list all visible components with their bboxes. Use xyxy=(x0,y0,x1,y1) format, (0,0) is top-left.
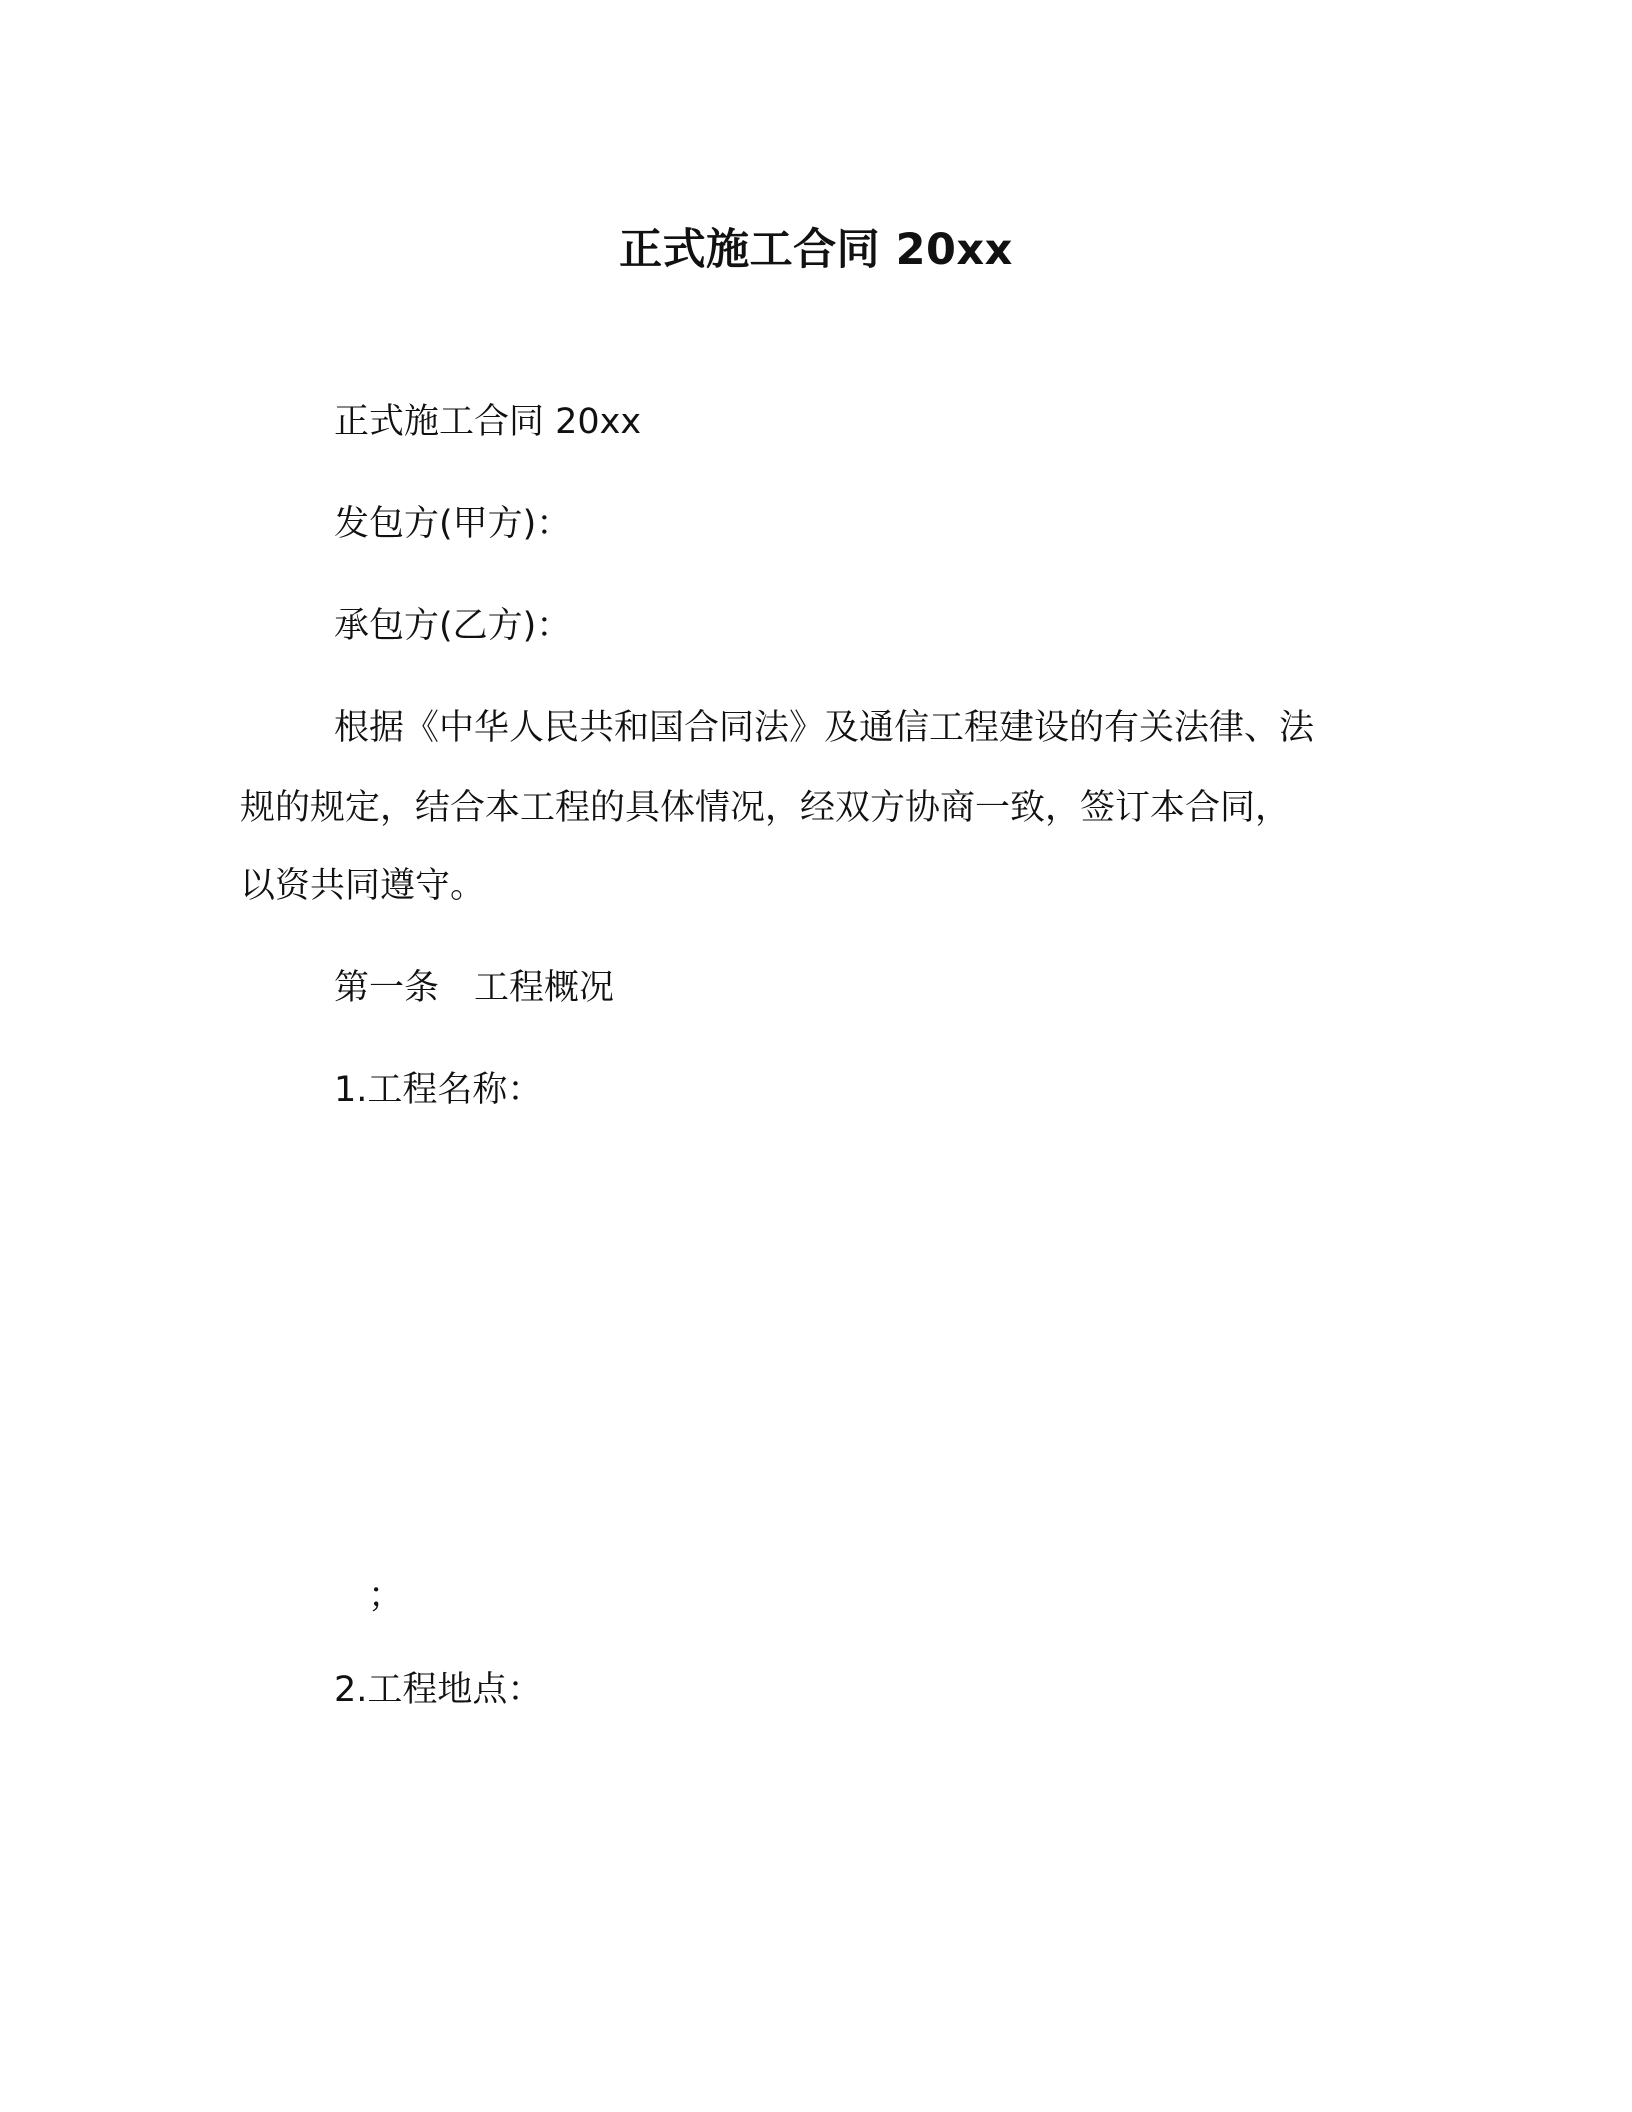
item-1-terminator: ； xyxy=(368,1576,404,1616)
preamble-line-1: 根据《中华人民共和国合同法》及通信工程建设的有关法律、法 xyxy=(334,708,1315,748)
preamble-line-3: 以资共同遵守。 xyxy=(240,866,486,906)
item-2-label: 2.工程地点： xyxy=(334,1670,543,1710)
document-title: 正式施工合同 20xx xyxy=(619,225,1013,275)
party-a-line: 发包方(甲方)： xyxy=(334,504,572,544)
preamble-line-2: 规的规定，结合本工程的具体情况，经双方协商一致，签订本合同， xyxy=(240,788,1291,828)
article-1-heading: 第一条 工程概况 xyxy=(334,968,615,1008)
contract-name-line: 正式施工合同 20xx xyxy=(334,402,642,442)
item-1-label: 1.工程名称： xyxy=(334,1070,543,1110)
party-b-line: 承包方(乙方)： xyxy=(334,606,572,646)
